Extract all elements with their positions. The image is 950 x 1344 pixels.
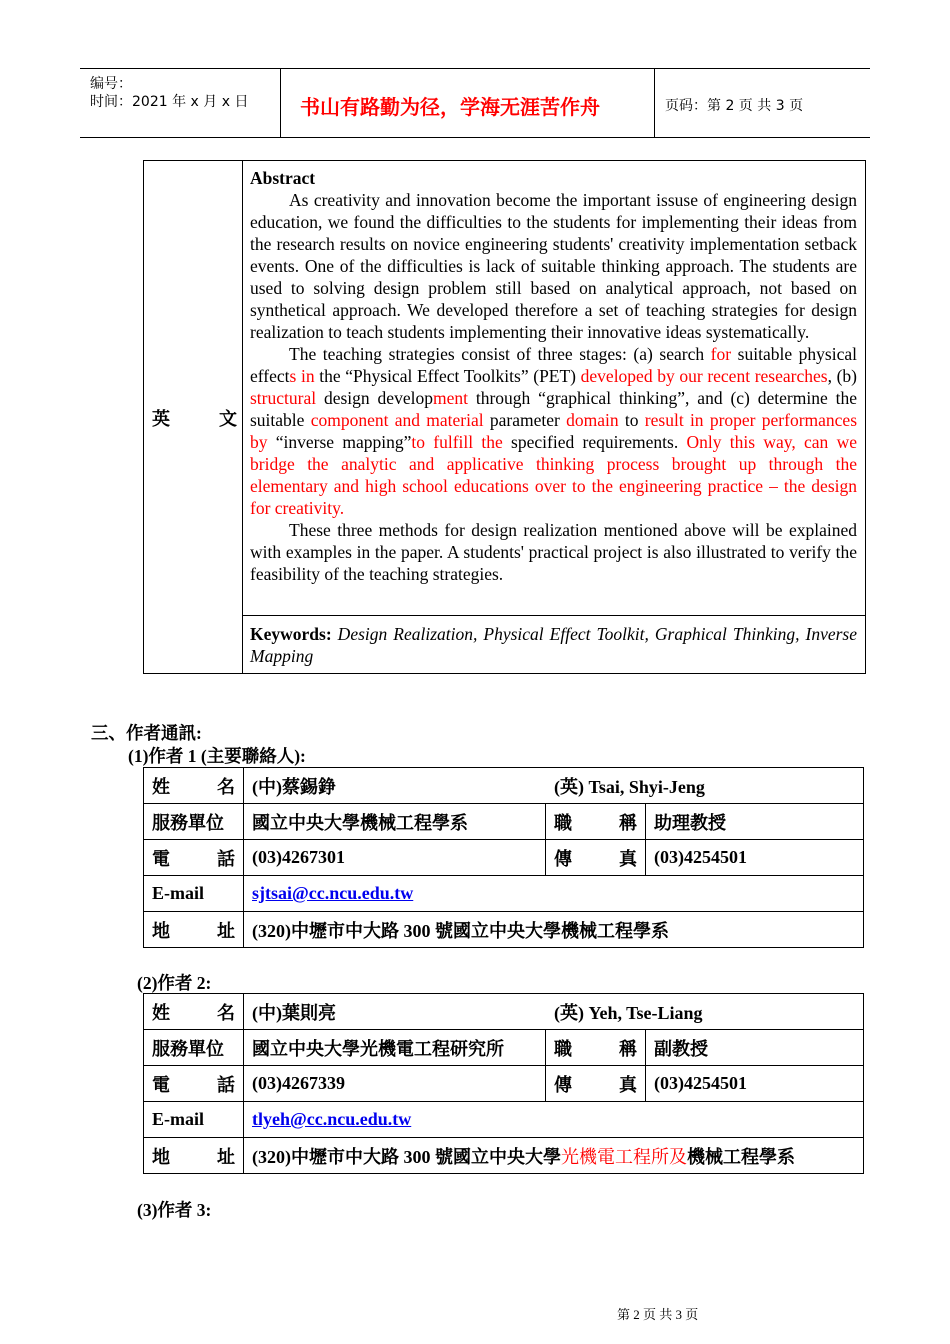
table-row: 電 話 (03)4267339 傳 真 (03)4254501 (144, 1066, 864, 1102)
author1-fax: (03)4254501 (646, 840, 864, 876)
table-row: 地 址 (320)中壢市中大路 300 號國立中央大學機械工程學系 (144, 912, 864, 948)
header-meta (80, 69, 281, 137)
author2-fax: (03)4254501 (646, 1066, 864, 1102)
keywords-divider (243, 615, 865, 616)
abstract-paragraph-3: These three methods for design realization mentioned above will be explained with examples in the paper. A students' practical project is also illustrated to verify the feasibility of the teaching strategies. (250, 520, 857, 584)
author2-heading: (2)作者 2: (137, 973, 212, 993)
table-row: E-mail sjtsai@cc.ncu.edu.tw (144, 876, 864, 912)
author2-table (143, 993, 864, 1174)
author2-phone: (03)4267339 (244, 1066, 546, 1102)
header-page: 页码：第 2 页 共 3 页 (665, 98, 804, 114)
author1-name-zh: (中)蔡錫錚 (252, 776, 336, 797)
abstract-text (250, 167, 857, 585)
page-footer: 第 2 页 共 3 页 (617, 1307, 699, 1322)
doc-time: 时间：2021 年 x 月 x 日 (90, 94, 249, 110)
table-row: E-mail tlyeh@cc.ncu.edu.tw (144, 1102, 864, 1138)
table-row: 姓 名 (中)蔡錫錚 (英) Tsai, Shyi-Jeng (144, 768, 864, 804)
table-row: 地 址 (320)中壢市中大路 300 號國立中央大學光機電工程所及機械工程學系 (144, 1138, 864, 1174)
table-row: 姓 名 (中)葉則亮 (英) Yeh, Tse-Liang (144, 994, 864, 1030)
author2-address: (320)中壢市中大路 300 號國立中央大學光機電工程所及機械工程學系 (244, 1138, 864, 1174)
abstract-side-label: 英 文 (144, 161, 243, 673)
section-title: 三、作者通訊: (91, 723, 202, 743)
table-row: 電 話 (03)4267301 傳 真 (03)4254501 (144, 840, 864, 876)
author2-title: 副教授 (646, 1030, 864, 1066)
author1-name-en: (英) Tsai, Shyi-Jeng (554, 776, 705, 797)
keywords-label: Keywords: (250, 624, 332, 644)
author1-title: 助理教授 (646, 804, 864, 840)
abstract-paragraph-1: As creativity and innovation become the important issuse of engineering design education, we found the difficulties to the students for implementing their ideas from the research results on novice engineering students' creativity implementation setback events. One of the difficulties is lack of suitable thinking approach. The students are used to solving design problem still based on analytical approach, not based on synthetical approach. We developed therefore a set of teaching strategies for design realization to teach students implementing their innovative ideas systematically. (250, 190, 857, 342)
author1-address: (320)中壢市中大路 300 號國立中央大學機械工程學系 (244, 912, 864, 948)
author1-phone: (03)4267301 (244, 840, 546, 876)
author1-email-link[interactable]: sjtsai@cc.ncu.edu.tw (252, 883, 414, 903)
header-motto: 书山有路勤为径，学海无涯苦作舟 (300, 95, 600, 119)
author3-heading: (3)作者 3: (137, 1200, 212, 1220)
keywords-value: Design Realization, Physical Effect Toolkit, Graphical Thinking, Inverse Mapping (250, 624, 857, 666)
author2-name-zh: (中)葉則亮 (252, 1002, 336, 1023)
table-row: 服務單位 國立中央大學光機電工程研究所 職 稱 副教授 (144, 1030, 864, 1066)
author1-table (143, 767, 864, 948)
abstract-table (143, 160, 866, 674)
header-motto-cell (281, 69, 655, 137)
author2-unit: 國立中央大學光機電工程研究所 (244, 1030, 546, 1066)
page-header (80, 68, 870, 138)
author2-name-en: (英) Yeh, Tse-Liang (554, 1002, 703, 1023)
doc-number: 编号： (90, 76, 132, 92)
author1-unit: 國立中央大學機械工程學系 (244, 804, 546, 840)
header-page-cell (655, 69, 870, 137)
author2-email-link[interactable]: tlyeh@cc.ncu.edu.tw (252, 1109, 412, 1129)
author1-heading: (1)作者 1 (主要聯絡人): (128, 746, 306, 766)
abstract-title: Abstract (250, 168, 316, 188)
keywords (250, 623, 857, 667)
table-row: 服務單位 國立中央大學機械工程學系 職 稱 助理教授 (144, 804, 864, 840)
abstract-paragraph-2: The teaching strategies consist of three stages: (a) search for suitable physical effects in the “Physical Effect Toolkits” (PET) developed by our recent researches, (b) structural design development through “graphical thinking”, and (c) determine the suitable component and material parameter domain to result in proper performances by “inverse mapping”to fulfill the specified requirements. Only this way, can we bridge the analytic and applicative thinking process brought up through the elementary and high school educations over to the engineering practice – the design for creativity. (250, 344, 858, 518)
